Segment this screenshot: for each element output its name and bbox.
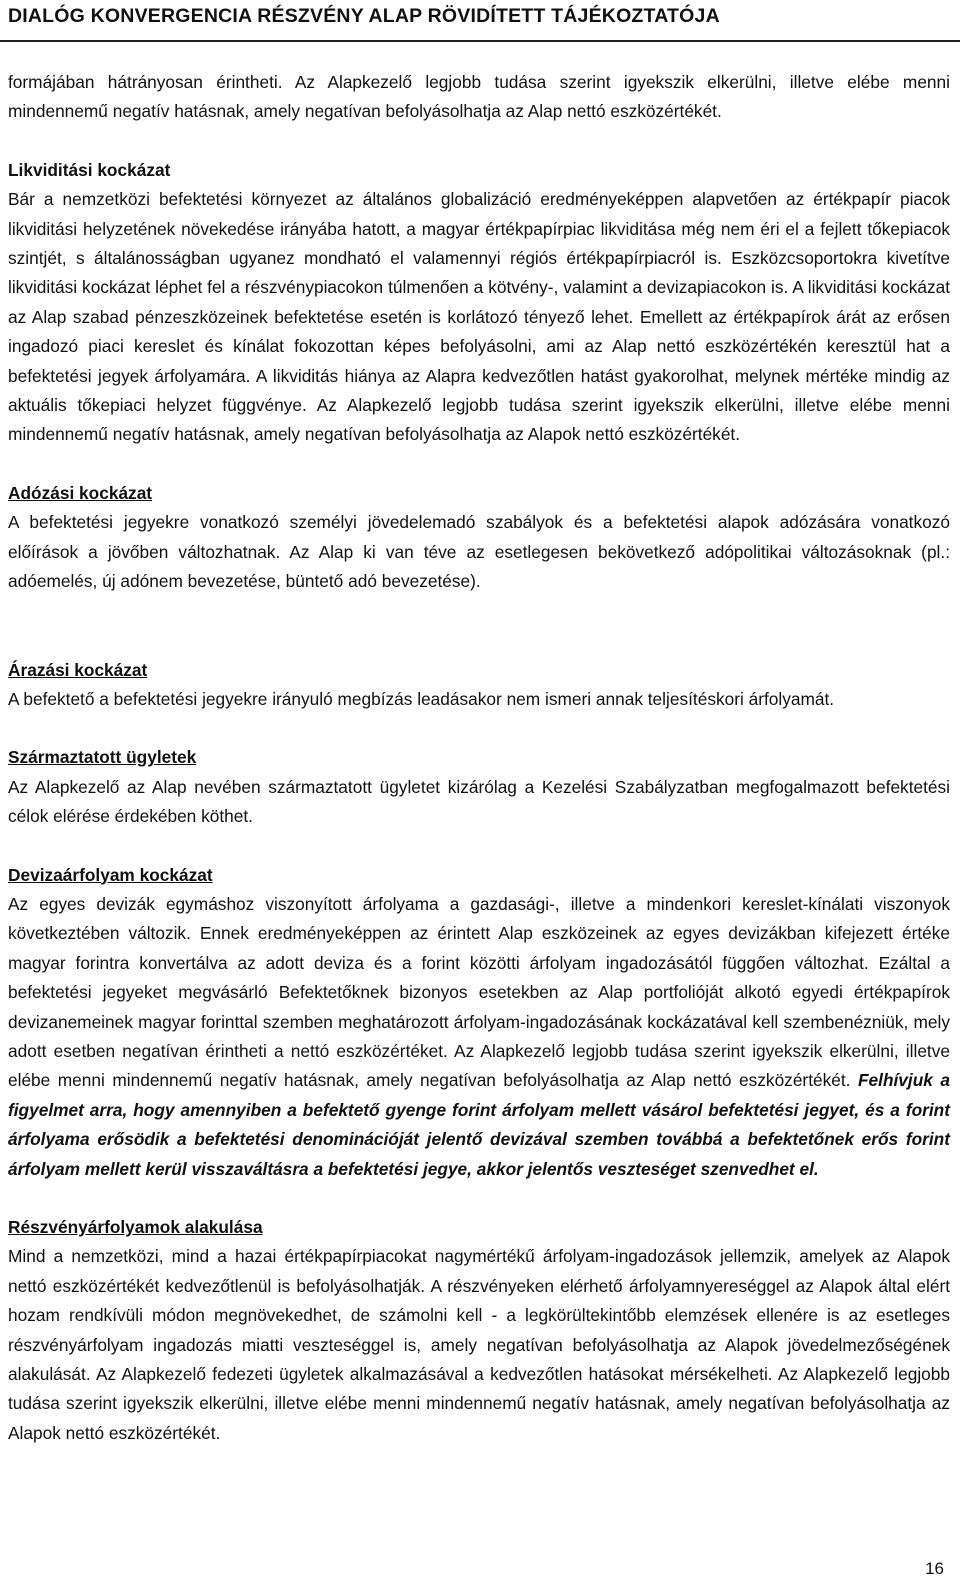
section-text: Bár a nemzetközi befektetési környezet az általános globalizáció eredményeképpen alapvetően az értékpapír piacok likviditási helyzetének növekedése irányába hatott, a magyar értékpapírpiac likviditása még nem éri el a fejlett tőkepiacok szintjét, s általánosságban ugyanez mondható el valamennyi régiós értékpapírpiacról is. Eszközcsoportokra kivetítve likviditási kockázat léphet fel a részvénypiacokon túlmenően a kötvény-, valamint a devizapiacokon is. A likviditási kockázat az Alap szabad pénzeszközeinek befektetése esetén is korlátozó tényező lehet. Emellett az értékpapírok árát az erősen ingadozó piaci kereslet és kínálat fokozottan képes befolyásolni, ami az Alap nettó eszközértékén keresztül hat a befektetési jegyek árfolyamára. A likviditás hiánya az Alapra kedvezőtlen hatást gyakorolhat, melynek mértéke mindig az aktuális tőkepiaci helyzet függvénye. Az Alapkezelő legjobb tudása szerint igyekszik elkerülni, illetve elébe menni mindennemű negatív hatásnak, amely negatívan befolyásolhatja az Alapok nettó eszközértékét. — [8, 189, 950, 445]
warning-emphasis: Felhívjuk a figyelmet arra, hogy amennyiben a befektető gyenge forint árfolyam mellett vásárol befektetési jegyet, és a forint árfolyama erősödik a befektetési denominációját jelentő devizával szemben továbbá a befektetőnek erős forint árfolyam mellett kerül visszaváltásra a befektetési jegye, akkor jelentős veszteséget szenvedhet el. — [8, 1070, 951, 1179]
page-number: 16 — [925, 1559, 944, 1578]
section-likviditasi — [8, 156, 950, 450]
document-title: DIALÓG KONVERGENCIA RÉSZVÉNY ALAP RÖVIDÍTETT TÁJÉKOZTATÓJA — [8, 5, 720, 27]
section-text: Az egyes devizák egymáshoz viszonyított árfolyama a gazdasági-, illetve a mindenkori kereslet-kínálati viszonyok következtében változik. Ennek eredményeképpen az érintett Alap eszközeinek az egyes devizákban kifejezett értéke magyar forintra konvertálva az adott deviza és a forint közötti árfolyam ingadozásától függően változhat. Ezáltal a befektetési jegyeket megvásárló Befektetőknek bizonyos esetekben az Alap portfolióját alkotó egyedi értékpapírok devizanemeinek magyar forinttal szemben meghatározott árfolyam-ingadozásának kockázatával kell szembenézniük, mely adott esetben negatívan érintheti a nettó eszközértéket. Az Alapkezelő legjobb tudása szerint igyekszik elkerülni, illetve elébe menni mindennemű negatív hatásnak, amely negatívan befolyásolhatja az Alap nettó eszközértékét. — [8, 893, 950, 1091]
section-adozasi — [8, 479, 950, 597]
section-heading: Adózási kockázat — [8, 482, 153, 503]
page-header — [0, 0, 960, 42]
section-text: A befektető a befektetési jegyekre irányuló megbízás leadásakor nem ismeri annak teljesítéskori árfolyamát. — [8, 688, 835, 709]
section-heading: Likviditási kockázat — [8, 159, 171, 180]
section-arazasi — [8, 656, 950, 715]
section-heading: Részvényárfolyamok alakulása — [8, 1217, 263, 1237]
section-heading: Árazási kockázat — [8, 659, 148, 680]
section-text: A befektetési jegyekre vonatkozó személyi jövedelemadó szabályok és a befektetési alapok adózására vonatkozó előírások a jövőben változhatnak. Az Alap ki van téve az esetlegesen bekövetkező adópolitikai változásoknak (pl.: adóemelés, új adónem bevezetése, büntető adó bevezetése). — [8, 512, 950, 592]
section-text: Mind a nemzetközi, mind a hazai értékpapírpiacokat nagymértékű árfolyam-ingadozások jellemzik, amelyek az Alapok nettó eszközértékét kedvezőtlenül is befolyásolhatják. A részvényeken elérhető árfolyamnyereséggel az Alapok által elért hozam rendkívüli módon megnövekedhet, de számolni kell - a legkörültekintőbb elemzések ellenére is az esetleges részvényárfolyam ingadozás miatti veszteséggel is, amely negatívan befolyásolhatja az Alapok jövedelmezőségének alakulását. Az Alapkezelő fedezeti ügyletek alkalmazásával a kedvezőtlen hatásokat mérsékelheti. Az Alapkezelő legjobb tudása szerint igyekszik elkerülni, illetve elébe menni mindennemű negatív hatásnak, amely negatívan befolyásolhatja az Alapok nettó eszközértékét. — [8, 1246, 950, 1443]
section-szarmaztatott — [8, 743, 950, 831]
section-reszveny — [8, 1213, 950, 1448]
intro-paragraph: formájában hátrányosan érintheti. Az Alapkezelő legjobb tudása szerint igyekszik elkerülni, illetve elébe menni mindennemű negatív hatásnak, amely negatívan befolyásolhatja az Alap nettó eszközértékét. — [8, 72, 950, 122]
section-text-block — [8, 890, 950, 1184]
section-deviza — [8, 861, 950, 1184]
document-body — [8, 68, 950, 1448]
section-heading: Származtatott ügyletek — [8, 747, 197, 768]
section-text: Az Alapkezelő az Alap nevében származtatott ügyletet kizárólag a Kezelési Szabályzatban megfogalmazott befektetési célok elérése érdekében köthet. — [8, 776, 950, 827]
section-heading: Devizaárfolyam kockázat — [8, 864, 213, 885]
